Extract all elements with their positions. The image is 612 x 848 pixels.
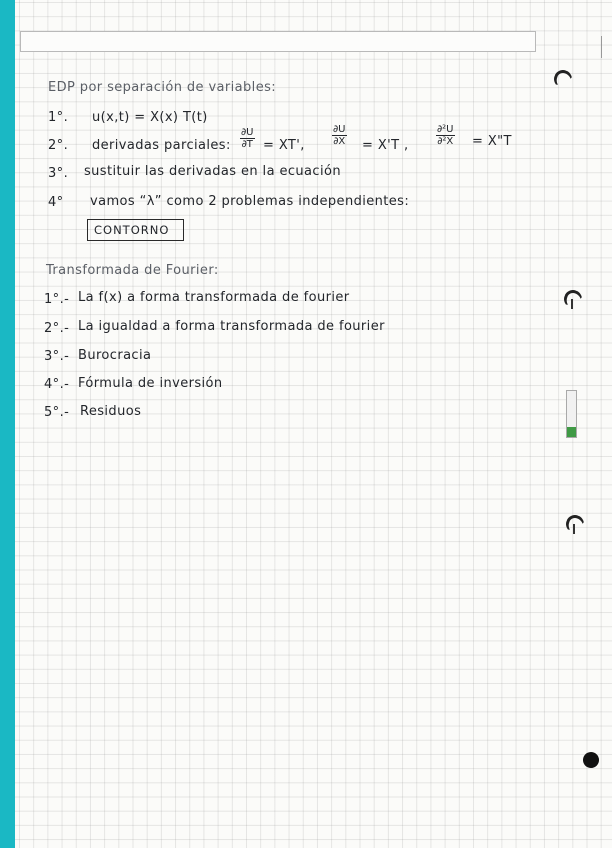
fourier-item-2-number: 2°.- — [44, 321, 70, 336]
fourier-item-4-text: Fórmula de inversión — [78, 376, 223, 391]
fraction-d2u-d2x-denominator: ∂²X — [437, 136, 454, 147]
section-title-edp: EDP por separación de variables: — [48, 80, 277, 95]
fourier-item-2-text: La igualdad a forma transformada de fourier — [78, 319, 385, 334]
page-edge-mark — [601, 36, 608, 58]
fraction-du-dx-numerator: ∂U — [333, 124, 346, 135]
fourier-item-1-text: La f(x) a forma transformada de fourier — [78, 290, 350, 305]
contorno-box — [87, 219, 184, 241]
fraction-du-dt-numerator: ∂U — [241, 127, 254, 138]
step-2-term-2: = X'T , — [362, 138, 409, 153]
step-1-number: 1°. — [48, 110, 69, 125]
step-2-term-1: = XT', — [263, 138, 305, 153]
step-4-number: 4° — [48, 195, 64, 210]
fourier-item-5-text: Residuos — [80, 404, 142, 419]
fraction-du-dt-denominator: ∂T — [241, 139, 253, 150]
step-3-number: 3°. — [48, 166, 69, 181]
fourier-item-3-text: Burocracia — [78, 348, 152, 363]
notebook-edge — [0, 0, 15, 848]
fourier-item-3-number: 3°.- — [44, 349, 70, 364]
step-3-text: sustituir las derivadas en la ecuación — [84, 164, 341, 179]
fourier-item-4-number: 4°.- — [44, 377, 70, 392]
fraction-d2u-d2x — [436, 124, 455, 147]
fraction-du-dt — [240, 127, 255, 150]
step-4-text: vamos “λ” como 2 problemas independientes: — [90, 194, 410, 209]
step-2-number: 2°. — [48, 138, 69, 153]
step-1-text: u(x,t) = X(x) T(t) — [92, 110, 208, 125]
binder-hole-stem-2 — [571, 299, 573, 309]
contorno-label: CONTORNO — [94, 223, 170, 237]
fourier-item-1-number: 1°.- — [44, 292, 70, 307]
fourier-item-5-number: 5°.- — [44, 405, 70, 420]
header-box — [20, 31, 536, 52]
step-2-text: derivadas parciales: — [92, 138, 231, 153]
fraction-du-dx-denominator: ∂X — [333, 136, 346, 147]
notebook-brand-tab — [566, 390, 577, 438]
section-title-fourier: Transformada de Fourier: — [46, 263, 219, 278]
step-2-term-3: = X"T — [472, 134, 512, 149]
fraction-du-dx — [332, 124, 347, 147]
fraction-d2u-d2x-numerator: ∂²U — [437, 124, 454, 135]
grid-page — [15, 0, 612, 848]
binder-hole-stem-3 — [573, 524, 575, 534]
